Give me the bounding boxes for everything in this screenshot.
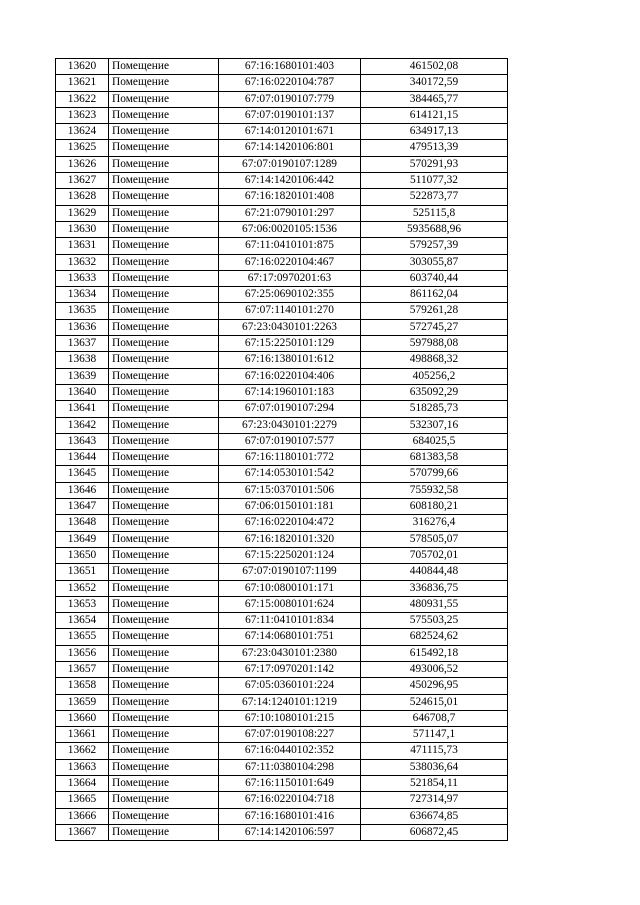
object-type-cell: Помещение bbox=[109, 433, 219, 449]
object-type-cell: Помещение bbox=[109, 482, 219, 498]
object-type-cell: Помещение bbox=[109, 613, 219, 629]
object-type-cell: Помещение bbox=[109, 808, 219, 824]
object-type-cell: Помещение bbox=[109, 156, 219, 172]
cadastral-number-cell: 67:11:0410101:834 bbox=[219, 613, 361, 629]
cadastral-value-cell: 518285,73 bbox=[361, 401, 508, 417]
cadastral-value-cell: 5935688,96 bbox=[361, 221, 508, 237]
object-type-cell: Помещение bbox=[109, 792, 219, 808]
cadastral-value-table bbox=[55, 58, 508, 841]
table-row bbox=[56, 303, 508, 319]
table-row bbox=[56, 238, 508, 254]
row-number-cell: 13638 bbox=[56, 352, 109, 368]
cadastral-number-cell: 67:11:0410101:875 bbox=[219, 238, 361, 254]
table-row bbox=[56, 792, 508, 808]
cadastral-value-cell: 480931,55 bbox=[361, 596, 508, 612]
cadastral-number-cell: 67:07:0190107:577 bbox=[219, 433, 361, 449]
row-number-cell: 13631 bbox=[56, 238, 109, 254]
cadastral-number-cell: 67:14:1960101:183 bbox=[219, 384, 361, 400]
cadastral-value-cell: 493006,52 bbox=[361, 661, 508, 677]
row-number-cell: 13622 bbox=[56, 91, 109, 107]
row-number-cell: 13642 bbox=[56, 417, 109, 433]
row-number-cell: 13643 bbox=[56, 433, 109, 449]
cadastral-number-cell: 67:14:1420106:801 bbox=[219, 140, 361, 156]
object-type-cell: Помещение bbox=[109, 91, 219, 107]
object-type-cell: Помещение bbox=[109, 661, 219, 677]
cadastral-value-cell: 440844,48 bbox=[361, 564, 508, 580]
cadastral-number-cell: 67:16:0220104:787 bbox=[219, 75, 361, 91]
cadastral-value-cell: 614121,15 bbox=[361, 107, 508, 123]
cadastral-value-cell: 479513,39 bbox=[361, 140, 508, 156]
cadastral-value-cell: 303055,87 bbox=[361, 254, 508, 270]
table-row bbox=[56, 75, 508, 91]
row-number-cell: 13645 bbox=[56, 466, 109, 482]
object-type-cell: Помещение bbox=[109, 743, 219, 759]
table-row bbox=[56, 759, 508, 775]
object-type-cell: Помещение bbox=[109, 694, 219, 710]
object-type-cell: Помещение bbox=[109, 107, 219, 123]
table-row bbox=[56, 433, 508, 449]
row-number-cell: 13624 bbox=[56, 124, 109, 140]
row-number-cell: 13666 bbox=[56, 808, 109, 824]
object-type-cell: Помещение bbox=[109, 173, 219, 189]
cadastral-number-cell: 67:14:1240101:1219 bbox=[219, 694, 361, 710]
row-number-cell: 13661 bbox=[56, 727, 109, 743]
row-number-cell: 13636 bbox=[56, 319, 109, 335]
cadastral-value-cell: 471115,73 bbox=[361, 743, 508, 759]
table-row bbox=[56, 319, 508, 335]
row-number-cell: 13662 bbox=[56, 743, 109, 759]
cadastral-number-cell: 67:14:0530101:542 bbox=[219, 466, 361, 482]
cadastral-value-cell: 521854,11 bbox=[361, 776, 508, 792]
object-type-cell: Помещение bbox=[109, 319, 219, 335]
table-row bbox=[56, 482, 508, 498]
cadastral-value-cell: 705702,01 bbox=[361, 547, 508, 563]
cadastral-value-cell: 597988,08 bbox=[361, 336, 508, 352]
object-type-cell: Помещение bbox=[109, 629, 219, 645]
row-number-cell: 13633 bbox=[56, 270, 109, 286]
object-type-cell: Помещение bbox=[109, 710, 219, 726]
cadastral-number-cell: 67:15:0080101:624 bbox=[219, 596, 361, 612]
cadastral-value-cell: 532307,16 bbox=[361, 417, 508, 433]
row-number-cell: 13644 bbox=[56, 450, 109, 466]
cadastral-number-cell: 67:07:0190108:227 bbox=[219, 727, 361, 743]
cadastral-number-cell: 67:11:0380104:298 bbox=[219, 759, 361, 775]
cadastral-value-cell: 861162,04 bbox=[361, 287, 508, 303]
object-type-cell: Помещение bbox=[109, 124, 219, 140]
cadastral-value-cell: 575503,25 bbox=[361, 613, 508, 629]
object-type-cell: Помещение bbox=[109, 401, 219, 417]
row-number-cell: 13660 bbox=[56, 710, 109, 726]
row-number-cell: 13621 bbox=[56, 75, 109, 91]
cadastral-value-cell: 636674,85 bbox=[361, 808, 508, 824]
cadastral-value-cell: 579261,28 bbox=[361, 303, 508, 319]
cadastral-value-cell: 608180,21 bbox=[361, 499, 508, 515]
table-row bbox=[56, 661, 508, 677]
cadastral-value-cell: 727314,97 bbox=[361, 792, 508, 808]
cadastral-number-cell: 67:15:2250101:129 bbox=[219, 336, 361, 352]
cadastral-value-cell: 572745,27 bbox=[361, 319, 508, 335]
object-type-cell: Помещение bbox=[109, 596, 219, 612]
cadastral-number-cell: 67:16:1180101:772 bbox=[219, 450, 361, 466]
cadastral-number-cell: 67:16:1150101:649 bbox=[219, 776, 361, 792]
object-type-cell: Помещение bbox=[109, 75, 219, 91]
cadastral-value-cell: 579257,39 bbox=[361, 238, 508, 254]
object-type-cell: Помещение bbox=[109, 287, 219, 303]
cadastral-number-cell: 67:16:1820101:320 bbox=[219, 531, 361, 547]
cadastral-number-cell: 67:21:0790101:297 bbox=[219, 205, 361, 221]
cadastral-number-cell: 67:14:0120101:671 bbox=[219, 124, 361, 140]
row-number-cell: 13634 bbox=[56, 287, 109, 303]
table-row bbox=[56, 808, 508, 824]
table-row bbox=[56, 140, 508, 156]
table-row bbox=[56, 547, 508, 563]
cadastral-number-cell: 67:16:1380101:612 bbox=[219, 352, 361, 368]
cadastral-value-cell: 634917,13 bbox=[361, 124, 508, 140]
object-type-cell: Помещение bbox=[109, 580, 219, 596]
table-body bbox=[56, 59, 508, 841]
row-number-cell: 13656 bbox=[56, 645, 109, 661]
object-type-cell: Помещение bbox=[109, 384, 219, 400]
cadastral-value-cell: 646708,7 bbox=[361, 710, 508, 726]
row-number-cell: 13658 bbox=[56, 678, 109, 694]
cadastral-value-cell: 570799,66 bbox=[361, 466, 508, 482]
cadastral-value-cell: 336836,75 bbox=[361, 580, 508, 596]
row-number-cell: 13640 bbox=[56, 384, 109, 400]
cadastral-number-cell: 67:17:0970201:63 bbox=[219, 270, 361, 286]
cadastral-number-cell: 67:07:0190107:1199 bbox=[219, 564, 361, 580]
cadastral-value-cell: 450296,95 bbox=[361, 678, 508, 694]
cadastral-number-cell: 67:07:1140101:270 bbox=[219, 303, 361, 319]
object-type-cell: Помещение bbox=[109, 450, 219, 466]
cadastral-number-cell: 67:07:0190107:1289 bbox=[219, 156, 361, 172]
object-type-cell: Помещение bbox=[109, 824, 219, 840]
table-row bbox=[56, 564, 508, 580]
cadastral-value-cell: 522873,77 bbox=[361, 189, 508, 205]
object-type-cell: Помещение bbox=[109, 547, 219, 563]
cadastral-value-cell: 615492,18 bbox=[361, 645, 508, 661]
cadastral-number-cell: 67:16:0440102:352 bbox=[219, 743, 361, 759]
table-row bbox=[56, 107, 508, 123]
object-type-cell: Помещение bbox=[109, 221, 219, 237]
cadastral-number-cell: 67:14:0680101:751 bbox=[219, 629, 361, 645]
cadastral-number-cell: 67:16:0220104:718 bbox=[219, 792, 361, 808]
cadastral-value-cell: 571147,1 bbox=[361, 727, 508, 743]
table-row bbox=[56, 629, 508, 645]
table-row bbox=[56, 466, 508, 482]
table-row bbox=[56, 776, 508, 792]
table-row bbox=[56, 580, 508, 596]
cadastral-number-cell: 67:06:0020105:1536 bbox=[219, 221, 361, 237]
object-type-cell: Помещение bbox=[109, 776, 219, 792]
cadastral-number-cell: 67:07:0190107:779 bbox=[219, 91, 361, 107]
cadastral-number-cell: 67:16:0220104:406 bbox=[219, 368, 361, 384]
cadastral-number-cell: 67:16:1820101:408 bbox=[219, 189, 361, 205]
table-row bbox=[56, 824, 508, 840]
table-row bbox=[56, 613, 508, 629]
row-number-cell: 13635 bbox=[56, 303, 109, 319]
cadastral-number-cell: 67:10:1080101:215 bbox=[219, 710, 361, 726]
table-row bbox=[56, 336, 508, 352]
row-number-cell: 13630 bbox=[56, 221, 109, 237]
object-type-cell: Помещение bbox=[109, 645, 219, 661]
table-row bbox=[56, 287, 508, 303]
cadastral-value-cell: 511077,32 bbox=[361, 173, 508, 189]
table-row bbox=[56, 221, 508, 237]
cadastral-value-cell: 682524,62 bbox=[361, 629, 508, 645]
cadastral-number-cell: 67:23:0430101:2263 bbox=[219, 319, 361, 335]
table-row bbox=[56, 384, 508, 400]
table-row bbox=[56, 450, 508, 466]
cadastral-number-cell: 67:16:1680101:416 bbox=[219, 808, 361, 824]
object-type-cell: Помещение bbox=[109, 336, 219, 352]
row-number-cell: 13632 bbox=[56, 254, 109, 270]
cadastral-value-cell: 603740,44 bbox=[361, 270, 508, 286]
table-row bbox=[56, 401, 508, 417]
table-row bbox=[56, 352, 508, 368]
object-type-cell: Помещение bbox=[109, 564, 219, 580]
row-number-cell: 13629 bbox=[56, 205, 109, 221]
table-row bbox=[56, 156, 508, 172]
cadastral-value-cell: 340172,59 bbox=[361, 75, 508, 91]
row-number-cell: 13659 bbox=[56, 694, 109, 710]
table-row bbox=[56, 694, 508, 710]
cadastral-number-cell: 67:16:0220104:467 bbox=[219, 254, 361, 270]
object-type-cell: Помещение bbox=[109, 352, 219, 368]
row-number-cell: 13665 bbox=[56, 792, 109, 808]
cadastral-value-cell: 405256,2 bbox=[361, 368, 508, 384]
row-number-cell: 13650 bbox=[56, 547, 109, 563]
row-number-cell: 13627 bbox=[56, 173, 109, 189]
table-row bbox=[56, 727, 508, 743]
cadastral-number-cell: 67:23:0430101:2380 bbox=[219, 645, 361, 661]
cadastral-number-cell: 67:16:0220104:472 bbox=[219, 515, 361, 531]
table-row bbox=[56, 596, 508, 612]
table-row bbox=[56, 531, 508, 547]
row-number-cell: 13657 bbox=[56, 661, 109, 677]
row-number-cell: 13663 bbox=[56, 759, 109, 775]
table-row bbox=[56, 743, 508, 759]
cadastral-number-cell: 67:05:0360101:224 bbox=[219, 678, 361, 694]
row-number-cell: 13647 bbox=[56, 499, 109, 515]
row-number-cell: 13620 bbox=[56, 59, 109, 75]
object-type-cell: Помещение bbox=[109, 254, 219, 270]
object-type-cell: Помещение bbox=[109, 140, 219, 156]
table-row bbox=[56, 499, 508, 515]
table-row bbox=[56, 515, 508, 531]
table-row bbox=[56, 91, 508, 107]
object-type-cell: Помещение bbox=[109, 727, 219, 743]
cadastral-value-cell: 755932,58 bbox=[361, 482, 508, 498]
cadastral-number-cell: 67:25:0690102:355 bbox=[219, 287, 361, 303]
object-type-cell: Помещение bbox=[109, 499, 219, 515]
row-number-cell: 13651 bbox=[56, 564, 109, 580]
object-type-cell: Помещение bbox=[109, 466, 219, 482]
object-type-cell: Помещение bbox=[109, 515, 219, 531]
cadastral-number-cell: 67:15:2250201:124 bbox=[219, 547, 361, 563]
object-type-cell: Помещение bbox=[109, 59, 219, 75]
cadastral-value-cell: 606872,45 bbox=[361, 824, 508, 840]
row-number-cell: 13653 bbox=[56, 596, 109, 612]
row-number-cell: 13649 bbox=[56, 531, 109, 547]
row-number-cell: 13652 bbox=[56, 580, 109, 596]
object-type-cell: Помещение bbox=[109, 238, 219, 254]
cadastral-value-cell: 461502,08 bbox=[361, 59, 508, 75]
cadastral-number-cell: 67:14:1420106:442 bbox=[219, 173, 361, 189]
cadastral-value-cell: 384465,77 bbox=[361, 91, 508, 107]
cadastral-value-cell: 578505,07 bbox=[361, 531, 508, 547]
row-number-cell: 13628 bbox=[56, 189, 109, 205]
cadastral-value-cell: 635092,29 bbox=[361, 384, 508, 400]
row-number-cell: 13637 bbox=[56, 336, 109, 352]
row-number-cell: 13626 bbox=[56, 156, 109, 172]
table-row bbox=[56, 59, 508, 75]
cadastral-value-cell: 316276,4 bbox=[361, 515, 508, 531]
object-type-cell: Помещение bbox=[109, 531, 219, 547]
cadastral-value-cell: 524615,01 bbox=[361, 694, 508, 710]
object-type-cell: Помещение bbox=[109, 368, 219, 384]
object-type-cell: Помещение bbox=[109, 417, 219, 433]
table-row bbox=[56, 189, 508, 205]
cadastral-value-cell: 681383,58 bbox=[361, 450, 508, 466]
table-row bbox=[56, 270, 508, 286]
object-type-cell: Помещение bbox=[109, 303, 219, 319]
cadastral-number-cell: 67:16:1680101:403 bbox=[219, 59, 361, 75]
table-row bbox=[56, 678, 508, 694]
cadastral-number-cell: 67:07:0190101:137 bbox=[219, 107, 361, 123]
cadastral-value-cell: 525115,8 bbox=[361, 205, 508, 221]
row-number-cell: 13625 bbox=[56, 140, 109, 156]
cadastral-value-cell: 538036,64 bbox=[361, 759, 508, 775]
table-row bbox=[56, 710, 508, 726]
row-number-cell: 13639 bbox=[56, 368, 109, 384]
row-number-cell: 13667 bbox=[56, 824, 109, 840]
cadastral-value-cell: 570291,93 bbox=[361, 156, 508, 172]
table-row bbox=[56, 645, 508, 661]
cadastral-number-cell: 67:07:0190107:294 bbox=[219, 401, 361, 417]
object-type-cell: Помещение bbox=[109, 759, 219, 775]
object-type-cell: Помещение bbox=[109, 189, 219, 205]
cadastral-number-cell: 67:15:0370101:506 bbox=[219, 482, 361, 498]
object-type-cell: Помещение bbox=[109, 678, 219, 694]
row-number-cell: 13655 bbox=[56, 629, 109, 645]
object-type-cell: Помещение bbox=[109, 270, 219, 286]
row-number-cell: 13654 bbox=[56, 613, 109, 629]
row-number-cell: 13623 bbox=[56, 107, 109, 123]
cadastral-number-cell: 67:06:0150101:181 bbox=[219, 499, 361, 515]
row-number-cell: 13648 bbox=[56, 515, 109, 531]
cadastral-number-cell: 67:17:0970201:142 bbox=[219, 661, 361, 677]
cadastral-number-cell: 67:14:1420106:597 bbox=[219, 824, 361, 840]
object-type-cell: Помещение bbox=[109, 205, 219, 221]
table-row bbox=[56, 205, 508, 221]
row-number-cell: 13646 bbox=[56, 482, 109, 498]
cadastral-number-cell: 67:23:0430101:2279 bbox=[219, 417, 361, 433]
cadastral-value-cell: 498868,32 bbox=[361, 352, 508, 368]
table-row bbox=[56, 124, 508, 140]
row-number-cell: 13664 bbox=[56, 776, 109, 792]
row-number-cell: 13641 bbox=[56, 401, 109, 417]
cadastral-number-cell: 67:10:0800101:171 bbox=[219, 580, 361, 596]
table-row bbox=[56, 254, 508, 270]
table-row bbox=[56, 368, 508, 384]
table-row bbox=[56, 417, 508, 433]
cadastral-value-cell: 684025,5 bbox=[361, 433, 508, 449]
table-row bbox=[56, 173, 508, 189]
